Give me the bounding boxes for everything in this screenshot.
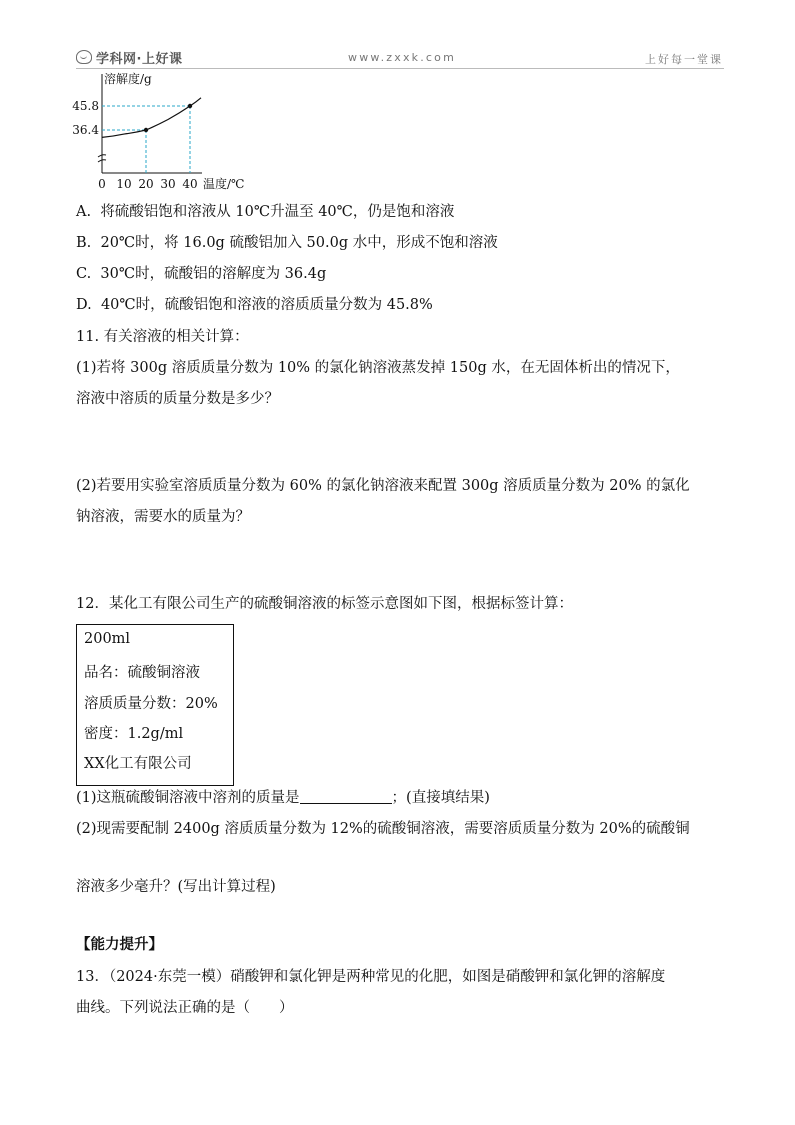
q11-part2-line2: 钠溶液，需要水的质量为？ <box>76 509 250 525</box>
site-url: www.zxxk.com <box>348 51 457 64</box>
x-tick-label: 0 <box>98 177 106 191</box>
y-axis-label: 溶解度/g <box>104 72 152 86</box>
x-tick-labels <box>98 177 197 191</box>
logo-text: 学科网·上好课 <box>96 51 183 67</box>
q12-part1: (1)这瓶硫酸铜溶液中溶剂的质量是 ；(直接填结果) <box>76 790 490 806</box>
x-axis-label: 温度/℃ <box>203 177 245 191</box>
label-company: XX化工有限公司 <box>84 756 192 772</box>
curve-point <box>188 104 192 108</box>
q11-part1-line1: (1)若将 300g 溶质质量分数为 10% 的氯化钠溶液蒸发掉 150g 水，在无固体析出的情况下， <box>76 360 680 376</box>
label-mass-fraction: 溶质质量分数：20% <box>84 696 218 712</box>
y-tick-label: 36.4 <box>72 123 99 137</box>
x-tick-label: 10 <box>116 177 132 191</box>
x-tick-label: 40 <box>182 177 198 191</box>
option-a: A. 将硫酸铝饱和溶液从 10℃升温至 40℃，仍是饱和溶液 <box>76 204 455 220</box>
label-product-name: 品名：硫酸铜溶液 <box>84 665 200 681</box>
label-volume: 200ml <box>84 631 131 647</box>
curve-point <box>144 128 148 132</box>
q11-part2-line1: (2)若要用实验室溶质质量分数为 60% 的氯化钠溶液来配置 300g 溶质质量分数为 20% 的氯化 <box>76 478 690 494</box>
q11-title: 11. 有关溶液的相关计算： <box>76 329 249 345</box>
header-slogan: 上好每一堂课 <box>645 53 723 66</box>
q13-line2: 曲线。下列说法正确的是（ ） <box>76 1000 294 1016</box>
section-title: 【能力提升】 <box>76 937 163 953</box>
answer-blank[interactable] <box>300 789 392 804</box>
q11-part1-line2: 溶液中溶质的质量分数是多少？ <box>76 391 279 407</box>
product-label-box <box>76 624 234 786</box>
page-header <box>0 0 795 70</box>
q12-title: 12．某化工有限公司生产的硫酸铜溶液的标签示意图如下图，根据标签计算： <box>76 596 573 612</box>
logo-icon <box>76 50 92 64</box>
solubility-chart <box>68 66 268 196</box>
q13-line1: 13．（2024·东莞一模）硝酸钾和氯化钾是两种常见的化肥，如图是硝酸钾和氯化钾的溶解度 <box>76 969 666 985</box>
option-c: C. 30℃时，硫酸铝的溶解度为 36.4g <box>76 266 327 282</box>
y-tick-label: 45.8 <box>72 99 99 113</box>
x-tick-label: 20 <box>138 177 154 191</box>
x-tick-label: 30 <box>160 177 176 191</box>
y-tick-labels <box>72 99 99 137</box>
label-density: 密度：1.2g/ml <box>84 726 184 742</box>
q12-part2-line1: (2)现需要配制 2400g 溶质质量分数为 12%的硫酸铜溶液，需要溶质质量分数为 20%的硫酸铜 <box>76 821 690 837</box>
option-d: D. 40℃时，硫酸铝饱和溶液的溶质质量分数为 45.8% <box>76 297 433 313</box>
dashed-guides <box>102 106 190 173</box>
brand-logo <box>76 48 182 66</box>
q12-part2-line2: 溶液多少毫升？(写出计算过程) <box>76 879 276 895</box>
solubility-curve <box>102 98 201 138</box>
option-b: B. 20℃时，将 16.0g 硫酸铝加入 50.0g 水中，形成不饱和溶液 <box>76 235 498 251</box>
